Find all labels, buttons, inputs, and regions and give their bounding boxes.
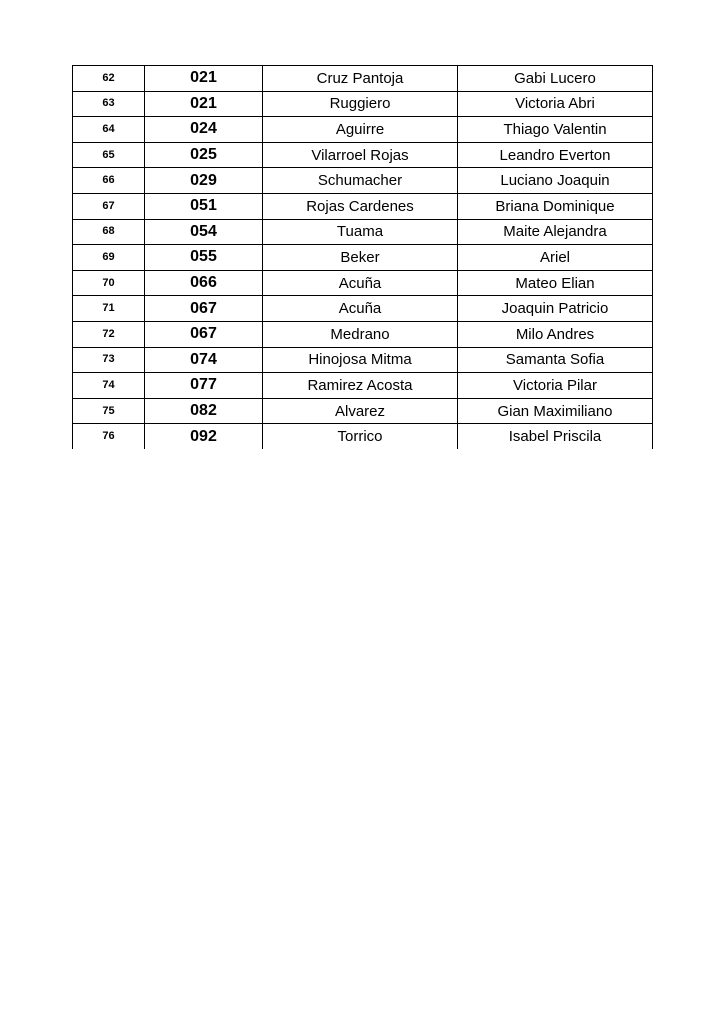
table-row: [73, 347, 653, 373]
table-row: [73, 142, 653, 168]
row-code: 025: [145, 142, 263, 168]
row-number: 68: [73, 219, 145, 245]
roster-table-body: [73, 66, 653, 449]
row-first-name: Milo Andres: [458, 321, 653, 347]
row-code: 066: [145, 270, 263, 296]
row-surname: Ramirez Acosta: [263, 373, 458, 399]
row-first-name: Maite Alejandra: [458, 219, 653, 245]
row-code: 054: [145, 219, 263, 245]
row-number: 71: [73, 296, 145, 322]
row-number: 63: [73, 91, 145, 117]
row-number: 69: [73, 245, 145, 271]
row-code: 029: [145, 168, 263, 194]
table-row: [73, 424, 653, 449]
row-surname: Rojas Cardenes: [263, 193, 458, 219]
row-code: 055: [145, 245, 263, 271]
row-code: 024: [145, 117, 263, 143]
row-number: 72: [73, 321, 145, 347]
table-row: [73, 91, 653, 117]
row-number: 64: [73, 117, 145, 143]
table-row: [73, 245, 653, 271]
row-first-name: Isabel Priscila: [458, 424, 653, 449]
row-code: 021: [145, 91, 263, 117]
row-first-name: Gabi Lucero: [458, 66, 653, 92]
row-number: 62: [73, 66, 145, 92]
table-row: [73, 193, 653, 219]
row-first-name: Luciano Joaquin: [458, 168, 653, 194]
table-row: [73, 398, 653, 424]
row-surname: Cruz Pantoja: [263, 66, 458, 92]
row-code: 077: [145, 373, 263, 399]
row-code: 092: [145, 424, 263, 449]
row-surname: Medrano: [263, 321, 458, 347]
row-first-name: Mateo Elian: [458, 270, 653, 296]
row-first-name: Samanta Sofia: [458, 347, 653, 373]
row-number: 70: [73, 270, 145, 296]
row-surname: Vilarroel Rojas: [263, 142, 458, 168]
row-number: 67: [73, 193, 145, 219]
row-surname: Aguirre: [263, 117, 458, 143]
row-first-name: Briana Dominique: [458, 193, 653, 219]
row-code: 082: [145, 398, 263, 424]
row-number: 65: [73, 142, 145, 168]
row-number: 73: [73, 347, 145, 373]
row-first-name: Joaquin Patricio: [458, 296, 653, 322]
row-first-name: Victoria Abri: [458, 91, 653, 117]
row-first-name: Victoria Pilar: [458, 373, 653, 399]
row-surname: Ruggiero: [263, 91, 458, 117]
row-first-name: Gian Maximiliano: [458, 398, 653, 424]
row-surname: Schumacher: [263, 168, 458, 194]
row-number: 76: [73, 424, 145, 449]
table-row: [73, 296, 653, 322]
row-surname: Acuña: [263, 270, 458, 296]
table-row: [73, 117, 653, 143]
table-row: [73, 270, 653, 296]
row-code: 051: [145, 193, 263, 219]
table-row: [73, 219, 653, 245]
row-code: 021: [145, 66, 263, 92]
row-surname: Torrico: [263, 424, 458, 449]
row-number: 75: [73, 398, 145, 424]
table-row: [73, 168, 653, 194]
row-first-name: Ariel: [458, 245, 653, 271]
row-code: 067: [145, 321, 263, 347]
table-row: [73, 66, 653, 92]
row-surname: Alvarez: [263, 398, 458, 424]
table-row: [73, 321, 653, 347]
row-first-name: Leandro Everton: [458, 142, 653, 168]
table-row: [73, 373, 653, 399]
row-surname: Beker: [263, 245, 458, 271]
row-number: 66: [73, 168, 145, 194]
row-first-name: Thiago Valentin: [458, 117, 653, 143]
row-number: 74: [73, 373, 145, 399]
row-surname: Acuña: [263, 296, 458, 322]
row-surname: Hinojosa Mitma: [263, 347, 458, 373]
roster-table: [72, 65, 653, 449]
row-code: 074: [145, 347, 263, 373]
row-surname: Tuama: [263, 219, 458, 245]
row-code: 067: [145, 296, 263, 322]
